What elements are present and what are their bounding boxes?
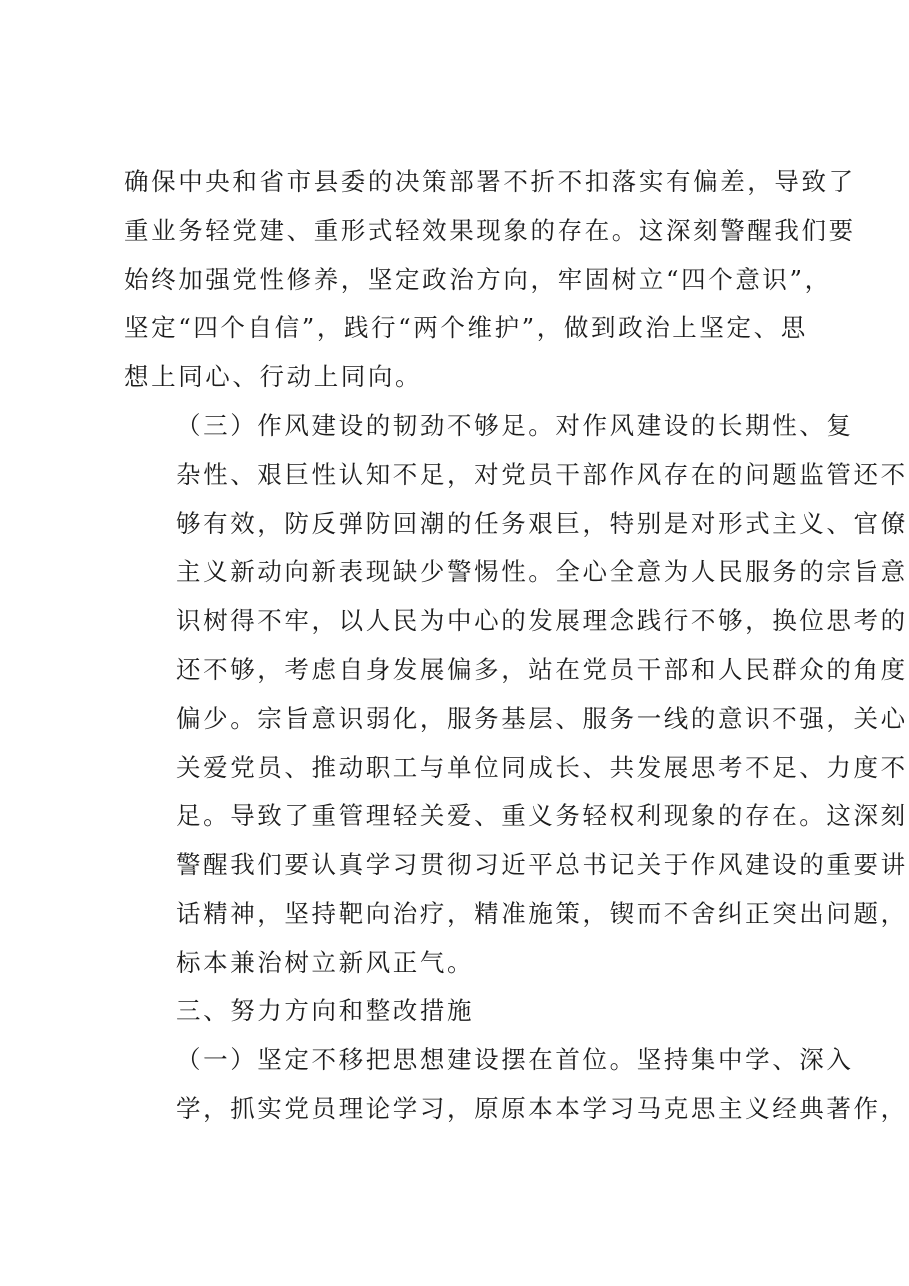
text-line: 想上同心、行动上同向。 [124,362,423,392]
text-line: 重业务轻党建、重形式轻效果现象的存在。这深刻警醒我们要 [124,215,856,245]
text-line: 主义新动向新表现缺少警惕性。全心全意为人民服务的宗旨意 [176,557,908,587]
paragraph-section-2-3 [124,402,908,988]
text-line: 标本兼治树立新风正气。 [176,947,475,977]
text-line: 警醒我们要认真学习贯彻习近平总书记关于作风建设的重要讲 [176,850,908,880]
text-line: （三）作风建设的韧劲不够足。对作风建设的长期性、复 [176,411,854,440]
text-line: 够有效，防反弹防回潮的任务艰巨，特别是对形式主义、官僚 [176,508,908,538]
paragraph-section-3-1 [124,1036,908,1134]
text-line: 话精神，坚持靶向治疗，精准施策，锲而不舍纠正突出问题， [176,898,908,928]
text-line: 足。导致了重管理轻关爱、重义务轻权利现象的存在。这深刻 [176,801,908,831]
text-line: 学，抓实党员理论学习，原原本本学习马克思主义经典著作， [176,1093,908,1123]
text-line: 关爱党员、推动职工与单位同成长、共发展思考不足、力度不 [176,752,908,782]
text-line: 识树得不牢，以人民为中心的发展理念践行不够，换位思考的 [176,606,908,636]
text-line: （一）坚定不移把思想建设摆在首位。坚持集中学、深入 [176,1045,854,1074]
text-line: 杂性、艰巨性认知不足，对党员干部作风存在的问题监管还不 [176,459,908,489]
text-line: 确保中央和省市县委的决策部署不折不扣落实有偏差，导致了 [124,167,856,196]
text-line: 偏少。宗旨意识弱化，服务基层、服务一线的意识不强，关心 [176,703,908,733]
text-line: 始终加强党性修养，坚定政治方向，牢固树立“四个意识”， [124,264,832,294]
text-line: 还不够，考虑自身发展偏多，站在党员干部和人民群众的角度 [176,654,908,684]
paragraph-continuation [124,158,856,402]
text-line: 坚定“四个自信”，践行“两个维护”，做到政治上坚定、思 [124,313,808,343]
heading-text: 三、努力方向和整改措施 [176,996,475,1025]
section-heading [176,987,796,1036]
